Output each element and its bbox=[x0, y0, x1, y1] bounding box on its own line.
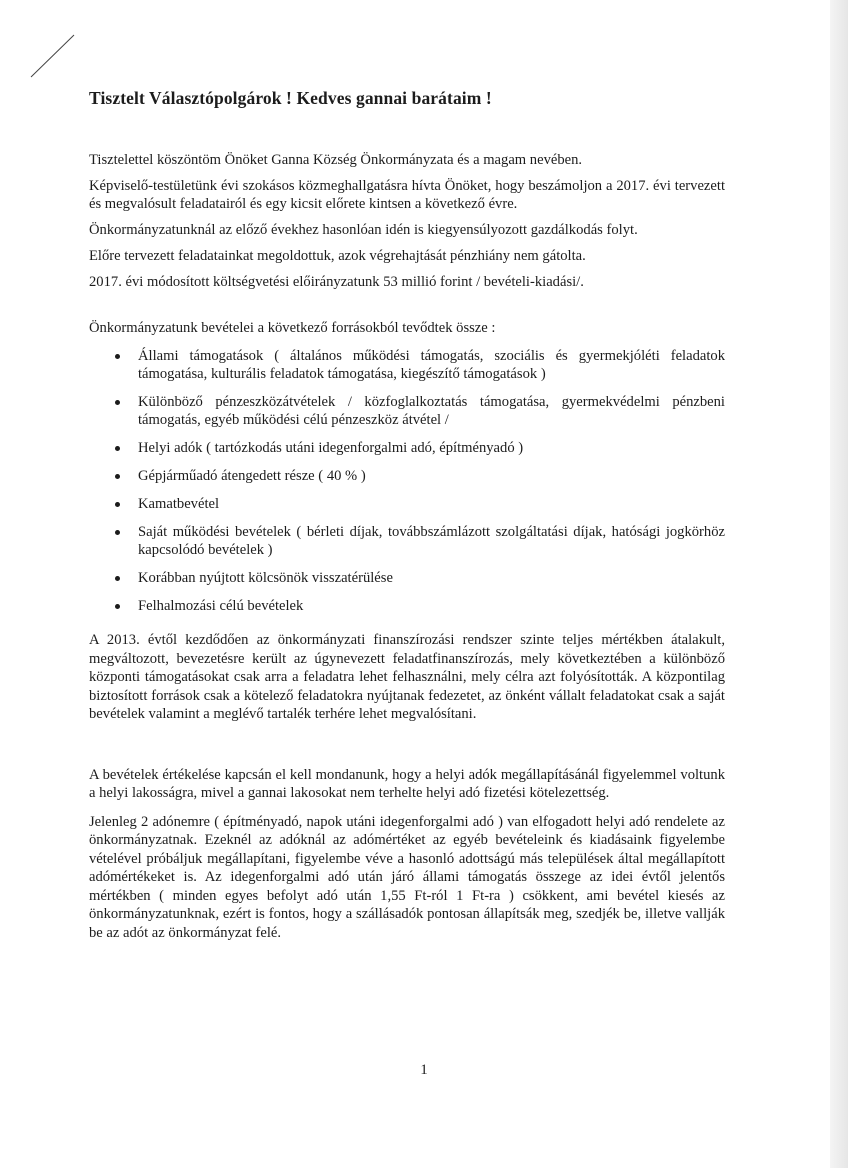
bullet-icon bbox=[115, 502, 120, 507]
list-item bbox=[89, 347, 725, 383]
list-item bbox=[89, 569, 725, 587]
page-number: 1 bbox=[420, 1062, 428, 1078]
list-item bbox=[89, 439, 725, 457]
list-item bbox=[89, 523, 725, 559]
intro-section bbox=[89, 151, 725, 291]
list-item-text: Korábban nyújtott kölcsönök visszatérülése bbox=[138, 570, 393, 586]
list-item-text: Saját működési bevételek ( bérleti díjak, továbbszámlázott szolgáltatási díjak, hatósági jogkörhöz kapcsolódó bevételek ) bbox=[138, 524, 725, 558]
intro-budget: 2017. évi módosított költségvetési előirányzatunk 53 millió forint / bevételi-kiadási/. bbox=[89, 274, 584, 290]
bullet-icon bbox=[115, 354, 120, 359]
revenue-sources-heading: Önkormányzatunk bevételei a következő forrásokból tevődtek össze : bbox=[89, 320, 496, 336]
bullet-icon bbox=[115, 446, 120, 451]
revenue-sources-list bbox=[89, 347, 725, 615]
list-item-text: Állami támogatások ( általános működési támogatás, szociális és gyermekjóléti feladatok támogatása, kulturális feladatok támogatása, kiegészítő támogatások ) bbox=[138, 348, 725, 382]
intro-hearing: Képviselő-testületünk évi szokásos közmeghallgatásra hívta Önöket, hogy beszámoljon a 2017. évi tervezett és megvalósult feladatairól és egy kicsit előrete kintsen a következő évre. bbox=[89, 178, 725, 212]
list-item bbox=[89, 467, 725, 485]
intro-tasks: Előre tervezett feladatainkat megoldottuk, azok végrehajtását pénzhiány nem gátolta. bbox=[89, 248, 586, 264]
list-item-text: Gépjárműadó átengedett része ( 40 % ) bbox=[138, 468, 366, 484]
list-item-text: Felhalmozási célú bevételek bbox=[138, 598, 304, 614]
bullet-icon bbox=[115, 400, 120, 405]
paragraph-local-taxes: A bevételek értékelése kapcsán el kell mondanunk, hogy a helyi adók megállapításánál figyelemmel voltunk a helyi lakosságra, mivel a gannai lakosokat nem terhelte helyi adó fizetési kötelezettség. bbox=[89, 766, 725, 801]
bullet-icon bbox=[115, 474, 120, 479]
pen-stroke-mark bbox=[28, 30, 78, 80]
list-item bbox=[89, 597, 725, 615]
letter-page bbox=[89, 88, 725, 942]
bullet-icon bbox=[115, 530, 120, 535]
list-item bbox=[89, 495, 725, 513]
letter-title: Tisztelt Választópolgárok ! Kedves gannai barátaim ! bbox=[89, 88, 492, 108]
intro-management: Önkormányzatunknál az előző évekhez hasonlóan idén is kiegyensúlyozott gazdálkodás folyt. bbox=[89, 222, 638, 238]
list-item-text: Különböző pénzeszközátvételek / közfoglalkoztatás támogatása, gyermekvédelmi pénzbeni támogatás, egyéb működési célú pénzeszköz átvétel / bbox=[138, 394, 725, 428]
scan-edge-shadow bbox=[830, 0, 848, 1168]
intro-greeting: Tisztelettel köszöntöm Önöket Ganna Község Önkormányzata és a magam nevében. bbox=[89, 152, 583, 168]
list-item-text: Helyi adók ( tartózkodás utáni idegenforgalmi adó, építményadó ) bbox=[138, 440, 524, 456]
revenue-sources-section bbox=[89, 319, 725, 615]
paragraph-tax-types: Jelenleg 2 adónemre ( építményadó, napok utáni idegenforgalmi adó ) van elfogadott helyi adó rendelete az önkormányzatnak. Ezeknél az adóknál az adómértéket az egyéb bevételeink és kiadásaink figyelembe vételével próbáljuk megállapítani, figyelembe véve a hasonló adottságú más települések által megállapított adómértékeket is. Az idegenforgalmi adó után járó állami támogatás összege az idei évtől jelentős mértékben ( minden egyes befolyt adó után 1,55 Ft-ról 1 Ft-ra ) csökkent, ami bevétel kiesés az önkormányzatunknak, ezért is fontos, hogy a szállásadók pontosan állapítsák meg, szedjék be, illetve vallják be az adót az önkormányzat felé. bbox=[89, 813, 725, 941]
list-item-text: Kamatbevétel bbox=[138, 496, 220, 512]
bullet-icon bbox=[115, 604, 120, 609]
list-item bbox=[89, 393, 725, 429]
bullet-icon bbox=[115, 576, 120, 581]
paragraph-financing: A 2013. évtől kezdődően az önkormányzati finanszírozási rendszer szinte teljes mértékben átalakult, megváltozott, bevezetésre került az úgynevezett feladatfinanszírozás, mely következtében a különböző központi támogatásokat csak arra a feladatra lehet felhasználni, mely célra azt folyósították. A központilag biztosított források csak a kötelező feladatokra nyújtanak fedezetet, az önként vállalt feladatokat csak a saját bevételek valamint a meglévő tartalék terhére lehet megvalósítani. bbox=[89, 632, 725, 722]
